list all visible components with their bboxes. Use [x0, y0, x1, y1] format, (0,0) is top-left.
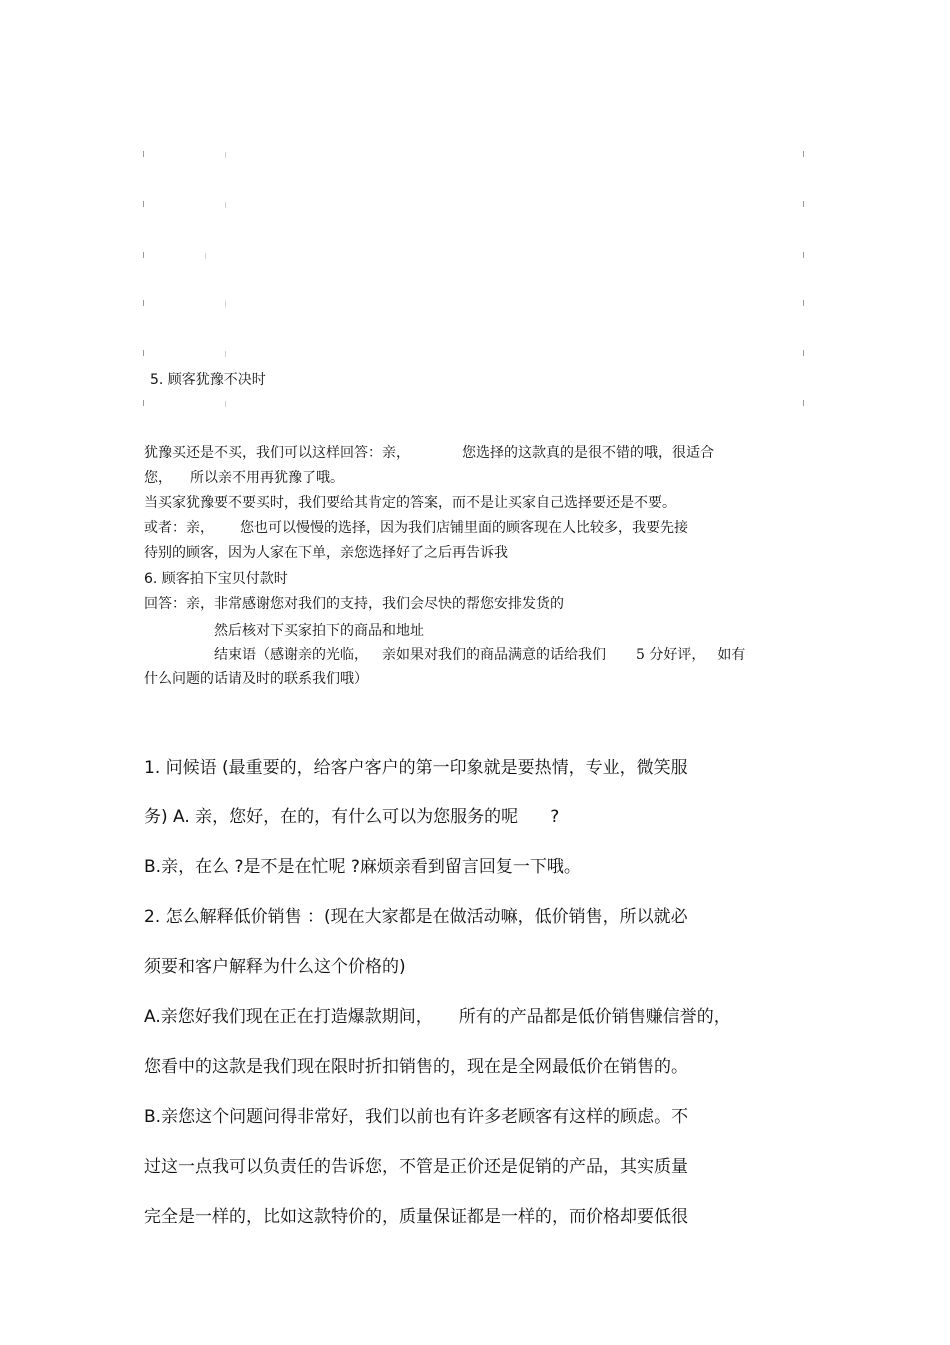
table-border-tick: [143, 151, 144, 157]
table-border-tick: [143, 252, 144, 258]
paragraph-line: [144, 444, 714, 462]
paragraph-line: B.亲您这个问题问得非常好，我们以前也有许多老顾客有这样的顾虑。不: [144, 1107, 689, 1127]
paragraph-line: 回答：亲，非常感谢您对我们的支持，我们会尽快的帮您安排发货的: [144, 596, 564, 612]
paragraph-line: [214, 646, 745, 664]
table-border-tick: [143, 400, 144, 406]
paragraph-line: 然后核对下买家拍下的商品和地址: [214, 623, 424, 639]
paragraph-line: 须要和客户解释为什么这个价格的): [144, 957, 406, 977]
text-segment: 或者：亲，: [144, 520, 214, 536]
text-segment: 5 分好评，: [636, 647, 706, 663]
paragraph-line: 完全是一样的，比如这款特价的，质量保证都是一样的，而价格却要低很: [144, 1207, 688, 1227]
paragraph-line: 1. 问候语 (最重要的，给客户客户的第一印象就是要热情，专业，微笑服: [144, 758, 688, 778]
table-border-tick: [803, 350, 804, 356]
paragraph-line: 2. 怎么解释低价销售 ：(现在大家都是在做活动嘛，低价销售，所以就必: [144, 907, 688, 927]
text-segment: 结束语（感谢亲的光临，: [214, 647, 368, 663]
paragraph-line: 待别的顾客，因为人家在下单，亲您选择好了之后再告诉我: [144, 545, 508, 561]
paragraph-line: [144, 806, 559, 828]
paragraph-line: [144, 519, 688, 537]
text-segment: 您也可以慢慢的选择，因为我们店铺里面的顾客现在人比较多，我要先接: [240, 520, 688, 536]
table-border-tick: [143, 201, 144, 207]
table-border-tick: [225, 401, 226, 407]
table-border-tick: [803, 201, 804, 207]
table-border-tick: [803, 300, 804, 306]
table-border-tick: [225, 202, 226, 208]
paragraph-line: 什么问题的话请及时的联系我们哦）: [144, 671, 368, 687]
table-border-tick: [225, 152, 226, 158]
table-border-tick: [205, 253, 206, 259]
text-segment: 如有: [717, 647, 746, 663]
table-border-tick: [803, 151, 804, 157]
table-border-tick: [143, 300, 144, 306]
section-heading: 6. 顾客拍下宝贝付款时: [144, 571, 288, 587]
table-border-tick: [143, 350, 144, 356]
text-segment: ?: [550, 807, 560, 827]
paragraph-line: 您看中的这款是我们现在限时折扣销售的，现在是全网最低价在销售的。: [144, 1057, 688, 1077]
paragraph-line: B.亲，在么 ?是不是在忙呢 ?麻烦亲看到留言回复一下哦。: [144, 857, 581, 877]
table-border-tick: [803, 252, 804, 258]
text-segment: 您，: [144, 470, 172, 486]
paragraph-line: 过这一点我可以负责任的告诉您，不管是正价还是促销的产品，其实质量: [144, 1157, 688, 1177]
text-segment: 务) A. 亲，您好，在的，有什么可以为您服务的呢: [144, 807, 519, 827]
text-segment: A.亲您好我们现在正在打造爆款期间，: [144, 1007, 433, 1027]
paragraph-line: [144, 469, 344, 487]
text-segment: 犹豫买还是不买，我们可以这样回答：亲，: [144, 445, 410, 461]
section-heading: 5. 顾客犹豫不决时: [150, 372, 266, 388]
table-border-tick: [225, 301, 226, 307]
text-segment: 所有的产品都是低价销售赚信誉的，: [458, 1007, 731, 1027]
table-border-tick: [803, 400, 804, 406]
paragraph-line: [144, 1006, 731, 1028]
text-segment: 您选择的这款真的是很不错的哦，很适合: [462, 445, 714, 461]
table-border-tick: [225, 351, 226, 357]
paragraph-line: 当买家犹豫要不要买时，我们要给其肯定的答案，而不是让买家自己选择要还是不要。: [144, 495, 676, 511]
text-segment: 亲如果对我们的商品满意的话给我们: [382, 647, 606, 663]
text-segment: 所以亲不用再犹豫了哦。: [190, 470, 344, 486]
